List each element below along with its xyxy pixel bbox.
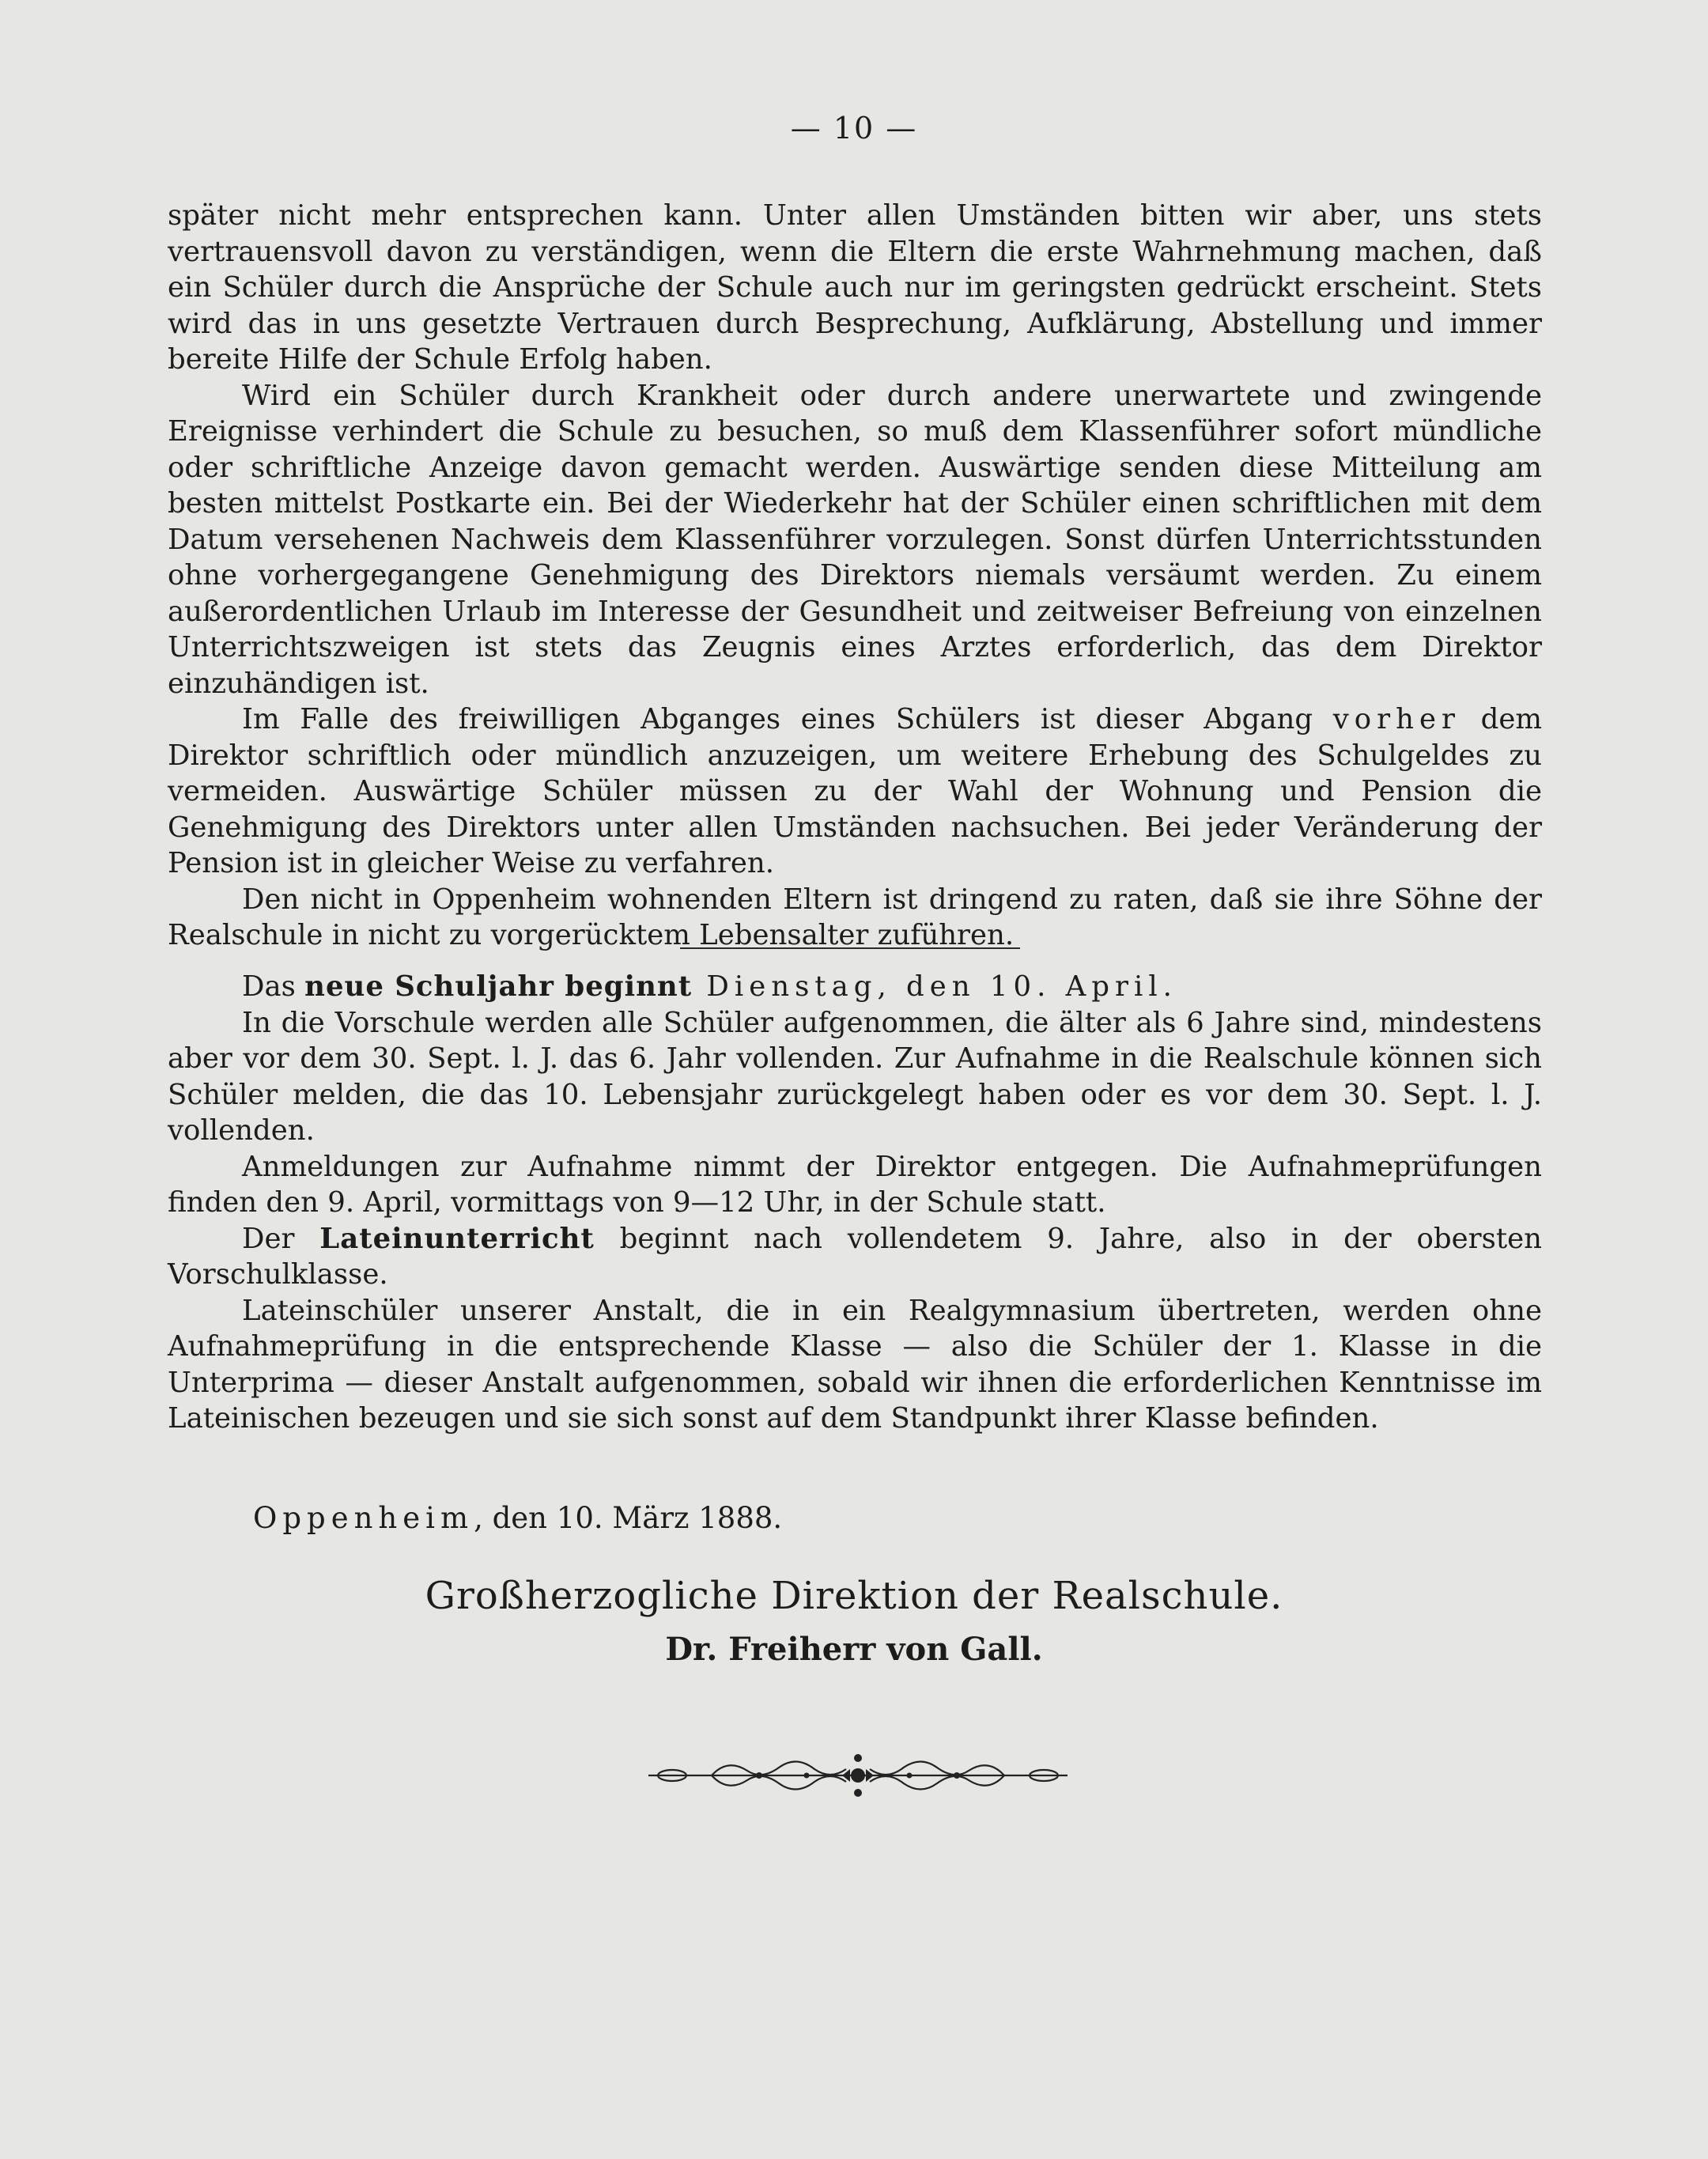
paragraph-withdrawal [168,701,1542,882]
paragraph-absence: Wird ein Schüler durch Krankheit oder durch andere unerwartete und zwingende Ereignisse verhindert die Schule zu besuchen, so muß dem Klassenführer sofort mündliche oder schriftliche Anzeige davon gemacht werden. Auswärtige senden diese Mitteilung am besten mittelst Postkarte ein. Bei der Wiederkehr hat der Schüler einen schriftlichen mit dem Datum versehenen Nachweis dem Klassenführer vorzulegen. Sonst dürfen Unterrichtsstunden ohne vorhergegangene Genehmigung des Direktors niemals versäumt werden. Zu einem außerordentlichen Urlaub im Interesse der Gesundheit und zeitweiser Befreiung von einzelnen Unterrichtszweigen ist stets das Zeugnis eines Arztes erforderlich, das dem Direktor einzuhändigen ist. [168,379,1542,700]
latin-bold: Lateinunterricht [319,1222,595,1255]
date-text: , den 10. März 1888. [474,1501,783,1535]
withdrawal-text-after: dem Direktor schriftlich oder mündlich anzuzeigen, um weitere Erhebung des Schulgeldes zu vermeiden. Auswärtige Schüler müssen zu der Wahl der Wohnung und Pension die Genehmigung des Direktors unter allen Umständen nachsuchen. Bei jeder Veränderung der Pension ist in gleicher Weise zu verfahren. [168,703,1542,879]
ornament-icon [640,1744,1075,1807]
place-date [253,1501,782,1535]
school-year-bold: neue Schuljahr beginnt [304,970,693,1003]
school-year-date: Dienstag, den 10. April. [692,970,1177,1003]
section-divider [680,947,1020,949]
paragraph-latin [168,1221,1542,1293]
signature-title: Großherzogliche Direktion der Realschule. [425,1574,1283,1618]
latin-prefix: Der [242,1222,320,1255]
page-number: — 10 — [790,111,918,146]
school-year-announcement [168,969,1542,1005]
body-text-lower [168,969,1542,1437]
signature-name: Dr. Freiherr von Gall. [665,1631,1043,1668]
paragraph-continuation: später nicht mehr entsprechen kann. Unter allen Umständen bitten wir aber, uns stets vertrauensvoll davon zu verständigen, wenn die Eltern die erste Wahrnehmung machen, daß ein Schüler durch die Ansprüche der Schule auch nur im geringsten gedrückt erscheint. Stets wird das in uns gesetzte Vertrauen durch Besprechung, Aufklärung, Abstellung und immer bereite Hilfe der Schule Erfolg haben. [168,199,1542,376]
latin-suffix: beginnt nach vollendetem 9. Jahre, also in der obersten Vorschulklasse. [168,1222,1542,1291]
place-name: Oppenheim [253,1501,474,1535]
withdrawal-text-before: Im Falle des freiwilligen Abganges eines Schülers ist dieser Abgang [242,703,1333,735]
paragraph-registration: Anmeldungen zur Aufnahme nimmt der Direktor entgegen. Die Aufnahmeprüfungen finden den 9. April, vormittags von 9—12 Uhr, in der Schule statt. [168,1150,1542,1219]
paragraph-latin-students: Lateinschüler unserer Anstalt, die in ein Realgymnasium übertreten, werden ohne Aufnahmeprüfung in die entsprechende Klasse — also die Schüler der 1. Klasse in die Unterprima — dieser Anstalt aufgenommen, sobald wir ihnen die erforderlichen Kenntnisse im Lateinischen bezeugen und sie sich sonst auf dem Standpunkt ihrer Klasse befinden. [168,1294,1542,1435]
paragraph-preschool: In die Vorschule werden alle Schüler aufgenommen, die älter als 6 Jahre sind, mindestens aber vor dem 30. Sept. l. J. das 6. Jahr vollenden. Zur Aufnahme in die Realschule können sich Schüler melden, die das 10. Lebensjahr zurückgelegt haben oder es vor dem 30. Sept. l. J. vollenden. [168,1006,1542,1147]
paragraph-advice: Den nicht in Oppenheim wohnenden Eltern ist dringend zu raten, daß sie ihre Söhne der Realschule in nicht zu vorgerücktem Lebensalter zuführen. [168,883,1542,951]
withdrawal-emphasis: vorher [1332,703,1460,735]
body-text-upper [168,198,1542,954]
school-year-prefix: Das [242,970,305,1003]
